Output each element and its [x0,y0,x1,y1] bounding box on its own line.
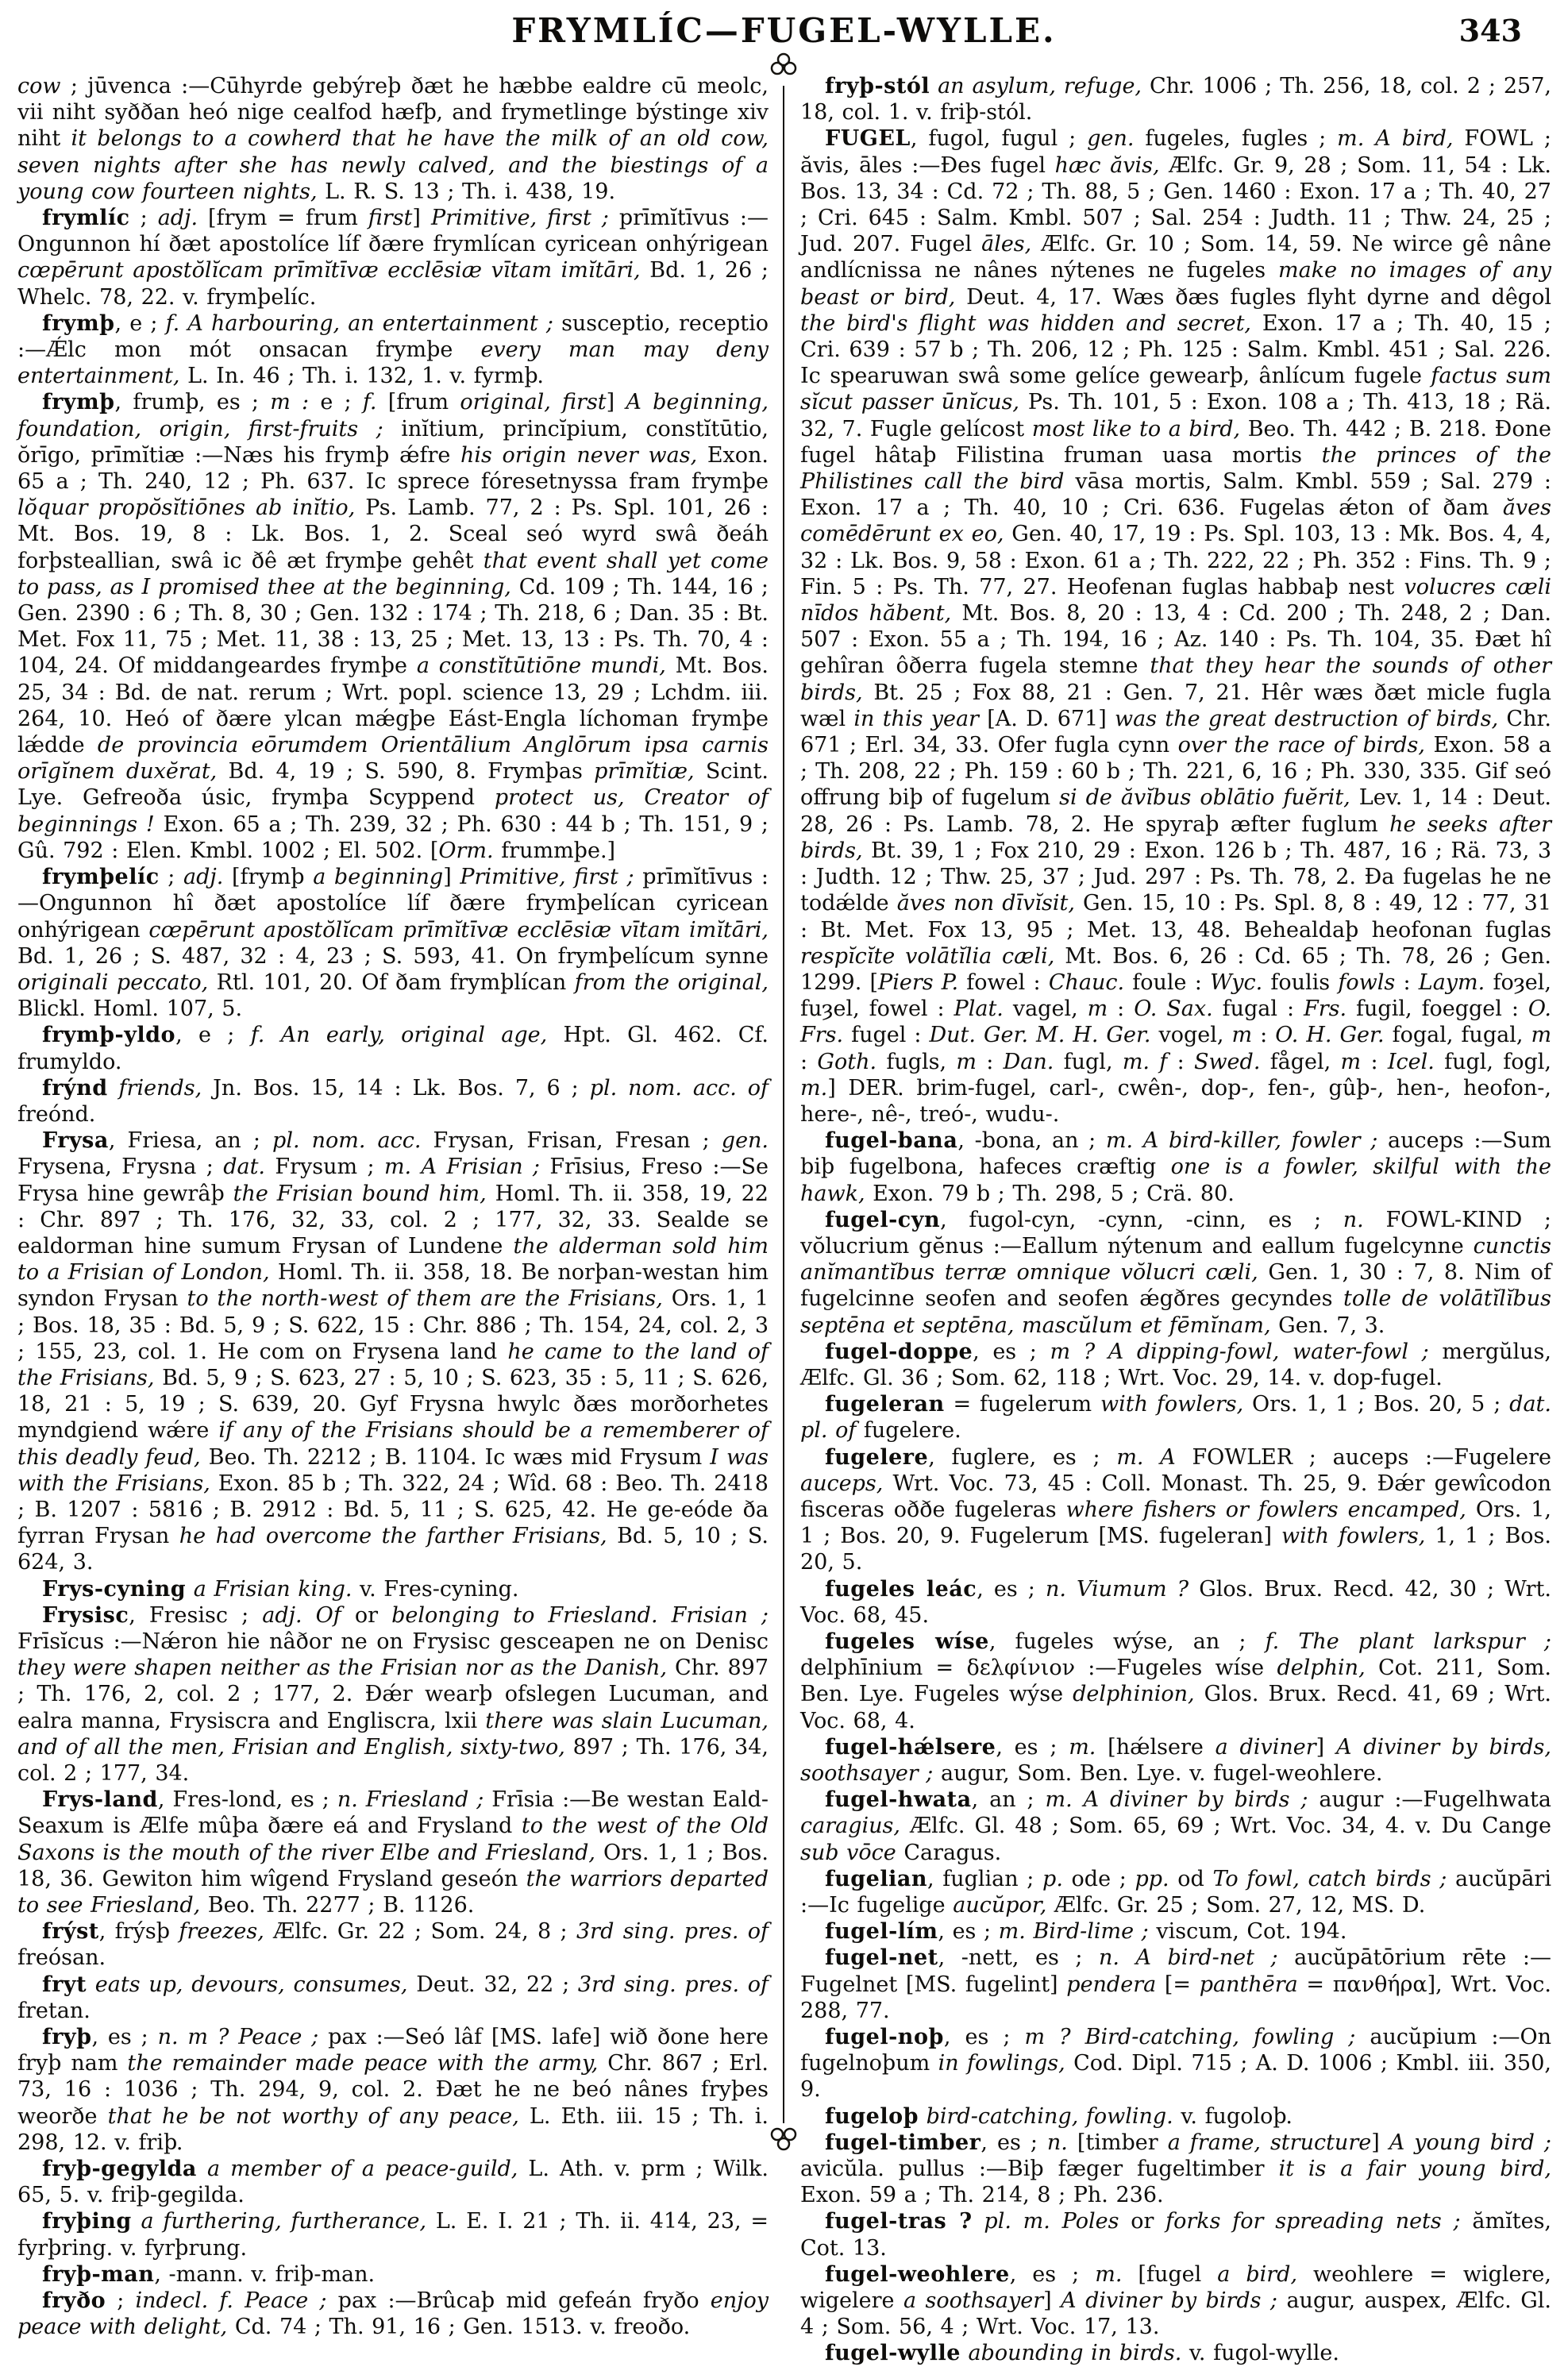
dictionary-entry: frymþ, e ; f. A harbouring, an entertainment ; susceptio, receptio :—Ǽlc mon mót onsacan frymþe every man may deny entertainment, L. In. 46 ; Th. i. 132, 1. v. fyrmþ. [17,310,769,389]
dictionary-entry: frymlíc ; adj. [frym = frum first] Primitive, first ; prīmĭtīvus :—Ongunnon hí ðæt apostolíce líf ðære frymlícan cyricean onhýrigean cœpērunt apostŏlĭcam prīmĭtīvæ ecclēsiæ vītam imĭtāri, Bd. 1, 26 ; Whelc. 78, 22. v. frymþelíc. [17,206,769,310]
dictionary-entry: fugeleran = fugelerum with fowlers, Ors. 1, 1 ; Bos. 20, 5 ; dat. pl. of fugelere. [800,1392,1551,1444]
dictionary-entry: fugel-noþ, es ; m ? Bird-catching, fowling ; aucŭpium :—On fugelnoþum in fowlings, Cod. Dipl. 715 ; A. D. 1006 ; Kmbl. iii. 350, 9. [800,2025,1551,2103]
dictionary-entry: fugelere, fuglere, es ; m. A FOWLER ; auceps :—Fugelere auceps, Wrt. Voc. 73, 45 : Coll. Monast. Th. 25, 9. Ðǽr gewîcodon fisceras oððe fugeleras where fishers or fowlers encamped, Ors. 1, 1 ; Bos. 20, 9. Fugelerum [MS. fugeleran] with fowlers, 1, 1 ; Bos. 20, 5. [800,1444,1552,1575]
dictionary-entry: fugel-doppe, es ; m ? A dipping-fowl, water-fowl ; mergŭlus, Ælfc. Gl. 36 ; Som. 62, 118 ; Wrt. Voc. 29, 14. v. dop-fugel. [800,1339,1551,1390]
dictionary-entry: frymþ-yldo, e ; f. An early, original age, Hpt. Gl. 462. Cf. frumyldo. [17,1023,769,1074]
dictionary-entry: Frys-cyning a Frisian king. v. Fres-cyning. [42,1576,519,1602]
dictionary-entry: fryþ-man, -mann. v. friþ-man. [42,2261,376,2287]
right-column [800,73,1551,2367]
page-number: 343 [1458,13,1522,48]
column-divider-rule [783,86,784,2123]
dictionary-entry: Frys-land, Fres-lond, es ; n. Friesland ; Frīsia :—Be westan Eald-Seaxum is Ælfe mûþa ðære eá and Frysland to the west of the Old Saxons is the mouth of the river Elbe and Friesland, Ors. 1, 1 ; Bos. 18, 36. Gewiton him wîgend Frysland geseón the warriors departed to see Friesland, Beo. Th. 2277 ; B. 1126. [17,1787,769,1918]
dictionary-entry: fryþing a furthering, furtherance, L. E. I. 21 ; Th. ii. 414, 23, = fyrþring. v. fyrþrung. [17,2209,769,2261]
dictionary-entry: fugel-bana, -bona, an ; m. A bird-killer, fowler ; auceps :—Sum biþ fugelbona, hafeces cræftig one is a fowler, skilful with the hawk, Exon. 79 b ; Th. 298, 5 ; Crä. 80. [800,1128,1551,1206]
dictionary-entry: FUGEL, fugol, fugul ; gen. fugeles, fugles ; m. A bird, FOWL ; ăvis, āles :—Ðes fugel hæc ăvis, Ælfc. Gr. 9, 28 ; Som. 11, 54 : Lk. Bos. 13, 34 : Cd. 72 ; Th. 88, 5 ; Gen. 1460 : Exon. 17 a ; Th. 40, 27 ; Cri. 645 : Salm. Kmbl. 507 ; Sal. 254 : Judth. 11 ; Thw. 24, 25 ; Jud. 207. Fugel āles, Ælfc. Gr. 10 ; Som. 14, 59. Ne wirce gê nâne andlícnissa ne nânes nýtenes ne fugeles make no images of any beast or bird, Deut. 4, 17. Wæs ðæs fugles flyht dyrne and dêgol the bird's flight was hidden and secret, Exon. 17 a ; Th. 40, 15 ; Cri. 639 : 57 b ; Th. 206, 12 ; Ph. 125 : Salm. Kmbl. 451 ; Sal. 226. Ic spearuwan swâ some gelíce gewearþ, ânlícum fugele factus sum sĭcut passer ūnĭcus, Ps. Th. 101, 5 : Exon. 108 a ; Th. 413, 18 ; Rä. 32, 7. Fugle gelícost most like to a bird, Beo. Th. 442 ; B. 218. Ðone fugel hâtaþ Filistina fruman uasa mortis the princes of the Philistines call the bird vāsa mortis, Salm. Kmbl. 559 ; Sal. 279 : Exon. 17 a ; Th. 40, 10 ; Cri. 636. Fugelas ǽton of ðam ăves comēdērunt ex eo, Gen. 40, 17, 19 : Ps. Spl. 103, 13 : Mk. Bos. 4, 4, 32 : Lk. Bos. 9, 58 : Exon. 61 a ; Th. 222, 22 ; Ph. 352 : Fins. Th. 9 ; Fin. 5 : Ps. Th. 77, 27. Heofenan fuglas habbaþ nest volucres cæli nīdos hăbent, Mt. Bos. 8, 20 : 13, 4 : Cd. 200 ; Th. 248, 2 ; Dan. 507 : Exon. 55 a ; Th. 194, 16 ; Az. 140 : Ps. Th. 104, 35. Ðæt hî gehîran ôðerra fugela stemne that they hear the sounds of other birds, Bt. 25 ; Fox 88, 21 : Gen. 7, 21. Hêr wæs ðæt micle fugla wæl in this year [A. D. 671] was the great destruction of birds, Chr. 671 ; Erl. 34, 33. Ofer fugla cynn over the race of birds, Exon. 58 a ; Th. 208, 22 ; Ph. 159 : 60 b ; Th. 221, 6, 16 ; Ph. 330, 335. Gif seó offrung biþ of fugelum si de ăvĭbus oblātio fuĕrit, Lev. 1, 14 : Deut. 28, 26 : Ps. Lamb. 78, 2. He spyraþ æfter fuglum he seeks after birds, Bt. 39, 1 ; Fox 210, 29 : Exon. 126 b ; Th. 487, 16 ; Rä. 73, 3 : Judth. 12 ; Thw. 25, 37 ; Jud. 297 : Ps. Th. 78, 2. Ða fugelas he ne todǽlde ăves non dīvĭsit, Gen. 15, 10 : Ps. Spl. 8, 8 : 49, 12 : 77, 31 : Bt. Met. Fox 13, 95 ; Met. 13, 48. Behealdaþ heofonan fuglas respĭcĭte volātĭlia cæli, Mt. Bos. 6, 26 : Cd. 65 ; Th. 78, 26 ; Gen. 1299. [Piers P. fowel : Chauc. foule : Wyc. foulis fowls : Laym. foȝel, fuȝel, fowel : Plat. vagel, m : O. Sax. fugal : Frs. fugil, foeggel : O. Frs. fugel : Dut. Ger. M. H. Ger. vogel, m : O. H. Ger. fogal, fugal, m : Goth. fugls, m : Dan. fugl, m. f : Swed. fågel, m : Icel. fugl, fogl, m.] DER. brim-fugel, carl-, cwên-, dop-, fen-, gûþ-, hen-, heofon-, here-, nê-, treó-, wudu-. [800,126,1552,1127]
dictionary-entry: frýst, frýsþ freezes, Ælfc. Gr. 22 ; Som. 24, 8 ; 3rd sing. pres. of freósan. [17,1919,769,1971]
dictionary-entry: fryþ-stól an asylum, refuge, Chr. 1006 ; Th. 256, 18, col. 2 ; 257, 18, col. 1. v. friþ-stól. [800,74,1551,125]
dictionary-entry: fugel-cyn, fugol-cyn, -cynn, -cinn, es ; n. FOWL-KIND ; vŏlucrium gĕnus :—Eallum nýtenum and eallum fugelcynne cunctis anĭmantĭbus terræ omnique vŏlucri cæli, Gen. 1, 30 : 7, 8. Nim of fugelcinne seofen and seofen ǽgðres gecyndes tolle de volātĭlĭbus septēna et septēna, mascŭlum et fēmĭnam, Gen. 7, 3. [800,1207,1552,1338]
dictionary-entry: fugel-hǽlsere, es ; m. [hǽlsere a diviner] A diviner by birds, soothsayer ; augur, Som. Ben. Lye. v. fugel-weohlere. [800,1734,1551,1786]
dictionary-entry: fugel-lím, es ; m. Bird-lime ; viscum, Cot. 194. [825,1919,1347,1945]
left-column [17,73,769,2340]
dictionary-entry: fugel-timber, es ; n. [timber a frame, structure] A young bird ; avicŭla. pullus :—Biþ fæger fugeltimber it is a fair young bird, Exon. 59 a ; Th. 214, 8 ; Ph. 236. [800,2130,1551,2208]
dictionary-entry: fugeloþ bird-catching, fowling. v. fugoloþ. [825,2103,1293,2129]
dictionary-entry: fryþ-gegylda a member of a peace-guild, L. Ath. v. prm ; Wilk. 65, 5. v. friþ-gegilda. [17,2157,769,2208]
dictionary-entry: fugel-net, -nett, es ; n. A bird-net ; aucŭpātōrium rēte :—Fugelnet [MS. fugelint] pendera [= panthēra = πανθήρα], Wrt. Voc. 288, 77. [800,1945,1552,2023]
dictionary-entry: fugel-hwata, an ; m. A diviner by birds ; augur :—Fugelhwata caragius, Ælfc. Gl. 48 ; Som. 65, 69 ; Wrt. Voc. 34, 4. v. Du Cange sub vōce Caragus. [800,1787,1551,1865]
dictionary-entry: Frysa, Friesa, an ; pl. nom. acc. Frysan, Frisan, Fresan ; gen. Frysena, Frysna ; dat. Frysum ; m. A Frisian ; Frīsius, Freso :—Se Frysa hine gewrâþ the Frisian bound him, Homl. Th. ii. 358, 19, 22 : Chr. 897 ; Th. 176, 32, 33, col. 2 ; 177, 32, 33. Sealde se ealdorman hine sumum Frysan of Lundene the alderman sold him to a Frisian of London, Homl. Th. ii. 358, 18. Be norþan-westan him syndon Frysan to the north-west of them are the Frisians, Ors. 1, 1 ; Bos. 18, 35 : Bd. 5, 9 ; S. 622, 15 : Chr. 886 ; Th. 154, 24, col. 2, 3 ; 155, 23, col. 1. He com on Frysena land he came to the land of the Frisians, Bd. 5, 9 ; S. 623, 27 : 5, 10 ; S. 623, 35 : 5, 11 ; S. 626, 18, 21 : 5, 19 ; S. 639, 20. Gyf Frysna hwylc ðæs morðorhetes myndgiend wǽre if any of the Frisians should be a rememberer of this deadly feud, Beo. Th. 2212 ; B. 1104. Ic wæs mid Frysum I was with the Frisians, Exon. 85 b ; Th. 322, 24 ; Wîd. 68 : Beo. Th. 2418 ; B. 1207 : 5816 ; B. 2912 : Bd. 5, 11 ; S. 625, 42. He ge-eóde ða fyrran Frysan he had overcome the farther Frisians, Bd. 5, 10 ; S. 624, 3. [17,1128,769,1575]
dictionary-entry: frýnd friends, Jn. Bos. 15, 14 : Lk. Bos. 7, 6 ; pl. nom. acc. of freónd. [17,1075,769,1127]
dictionary-entry: fugeles leác, es ; n. Viumum ? Glos. Brux. Recd. 42, 30 ; Wrt. Voc. 68, 45. [800,1576,1551,1628]
trefoil-ornament-icon [769,2122,798,2152]
trefoil-ornament-icon [769,52,798,83]
dictionary-entry: Frysisc, Fresisc ; adj. Of or belonging to Friesland. Frisian ; Frīsĭcus :—Nǽron hie nâðor ne on Frysisc gesceapen ne on Denisc they were shapen neither as the Frisian nor as the Danish, Chr. 897 ; Th. 176, 2, col. 2 ; 177, 2. Ðǽr wearþ ofslegen Lucuman, and ealra manna, Frysiscra and Engliscra, lxii there was slain Lucuman, and of all the men, Frisian and English, sixty-two, 897 ; Th. 176, 34, col. 2 ; 177, 34. [17,1602,769,1786]
dictionary-entry: fugelian, fuglian ; p. ode ; pp. od To fowl, catch birds ; aucŭpāri :—Ic fugelige aucŭpor, Ælfc. Gr. 25 ; Som. 27, 12, MS. D. [800,1866,1551,1918]
dictionary-entry: fryþ, es ; n. m ? Peace ; pax :—Seó lâf [MS. lafe] wið ðone here fryþ nam the remainder made peace with the army, Chr. 867 ; Erl. 73, 16 : 1036 ; Th. 294, 9, col. 2. Ðæt he ne beó nânes fryþes weorðe that he be not worthy of any peace, L. Eth. iii. 15 ; Th. i. 298, 12. v. friþ. [17,2025,769,2155]
dictionary-entry: fryt eats up, devours, consumes, Deut. 32, 22 ; 3rd sing. pres. of fretan. [17,1972,769,2023]
dictionary-entry: frymþ, frumþ, es ; m : e ; f. [frum original, first] A beginning, foundation, origin, first-fruits ; inĭtium, princĭpium, constĭtūtio, ŏrīgo, prīmĭtiæ :—Næs his frymþ ǽfre his origin never was, Exon. 65 a ; Th. 240, 12 ; Ph. 637. Ic sprece fóresetnyssa fram frymþe lŏquar propŏsĭtiōnes ab inĭtio, Ps. Lamb. 77, 2 : Ps. Spl. 101, 26 : Mt. Bos. 19, 8 : Lk. Bos. 1, 2. Sceal seó wyrd swâ ðeáh forþsteallian, swâ ic ðê æt frymþe gehêt that event shall yet come to pass, as I promised thee at the beginning, Cd. 109 ; Th. 144, 16 ; Gen. 2390 : 6 ; Th. 8, 30 ; Gen. 132 : 174 ; Th. 218, 6 ; Dan. 35 : Bt. Met. Fox 11, 75 ; Met. 11, 38 : 13, 25 ; Met. 13, 13 : Ps. Th. 70, 4 : 104, 24. Of middangeardes frymþe a constĭtūtiōne mundi, Mt. Bos. 25, 34 : Bd. de nat. rerum ; Wrt. popl. science 13, 29 ; Lchdm. iii. 264, 10. Heó of ðære ylcan mǽgþe Eást-Engla líchoman frymþe lǽdde de provincia eōrumdem Orientālium Anglōrum ipsa carnis orīgĭnem duxĕrat, Bd. 4, 19 ; S. 590, 8. Frymþas prīmĭtiæ, Scint. Lye. Gefreoða úsic, frymþa Scyppend protect us, Creator of beginnings ! Exon. 65 a ; Th. 239, 32 ; Ph. 630 : 44 b ; Th. 151, 9 ; Gû. 792 : Elen. Kmbl. 1002 ; El. 502. [Orm. frummþe.] [17,390,769,863]
page-title: FRYMLÍC—FUGEL-WYLLE. [511,11,1057,50]
dictionary-entry: fugeles wíse, fugeles wýse, an ; f. The plant larkspur ; delphīnium = δελφίνιον :—Fugeles wíse delphin, Cot. 211, Som. Ben. Lye. Fugeles wýse delphinion, Glos. Brux. Recd. 41, 69 ; Wrt. Voc. 68, 4. [800,1629,1551,1733]
dictionary-entry: fugel-wylle abounding in birds. v. fugol-wylle. [825,2341,1339,2366]
dictionary-entry: fryðo ; indecl. f. Peace ; pax :—Brûcaþ mid gefeán fryðo enjoy peace with delight, Cd. 74 ; Th. 91, 16 ; Gen. 1513. v. freoðo. [17,2288,769,2340]
dictionary-entry: fugel-weohlere, es ; m. [fugel a bird, weohlere = wiglere, wigelere a soothsayer] A diviner by birds ; augur, auspex, Ælfc. Gl. 4 ; Som. 56, 4 ; Wrt. Voc. 17, 13. [800,2261,1551,2340]
dictionary-entry: frymþelíc ; adj. [frymþ a beginning] Primitive, first ; prīmĭtīvus :—Ongunnon hî ðæt apostolíce líf ðære frymþelícan cyricean onhýrigean cœpērunt apostŏlĭcam prīmĭtīvæ ecclēsiæ vītam imĭtāri, Bd. 1, 26 ; S. 487, 32 : 4, 23 ; S. 593, 41. On frymþelícum synne originali peccato, Rtl. 101, 20. Of ðam frymþlícan from the original, Blickl. Homl. 107, 5. [17,865,769,1022]
dictionary-entry: fugel-tras ? pl. m. Poles or forks for spreading nets ; ămĭtes, Cot. 13. [800,2209,1552,2261]
dictionary-entry: cow ; jūvenca :—Cūhyrde gebýreþ ðæt he hæbbe ealdre cū meolc, vii niht syððan heó nige cealfod hæfþ, and frymetlinge býstinge xiv niht it belongs to a cowherd that he have the milk of an old cow, seven nights after she has newly calved, and the biestings of a young cow fourteen nights, L. R. S. 13 ; Th. i. 438, 19. [17,74,769,204]
